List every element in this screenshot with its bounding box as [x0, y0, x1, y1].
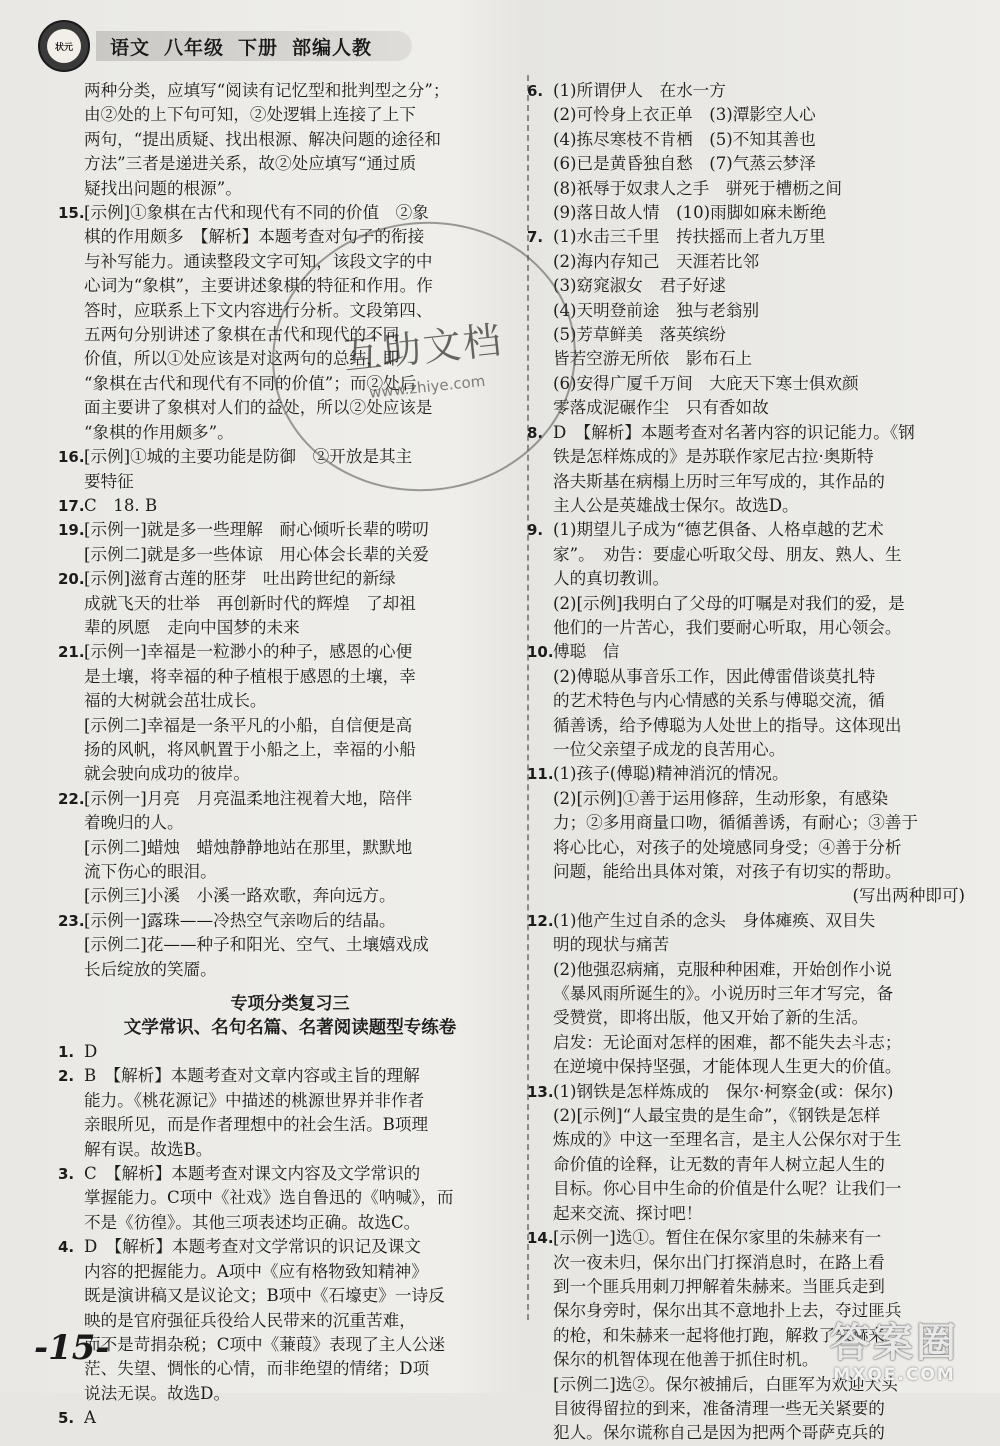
text-line: [示例二]就是多一些体谅 用心体会长辈的关爱 [84, 544, 429, 564]
text-line: (1)期望儿子成为“德艺俱备、人格卓越的艺术 [553, 520, 884, 540]
text-line: 亲眼所见，而是作者理想中的社会生活。B项理 [84, 1115, 429, 1135]
text-line: 面主要讲了象棋对人们的益处，所以②处应该是 [84, 398, 433, 418]
text-line: 的艺术特色与内心情感的关系与傅聪交流，循 [553, 691, 885, 711]
text-line: 到一个匪兵用刺刀押解着朱赫来。当匪兵走到 [553, 1276, 885, 1296]
text-line: [示例二]幸福是一条平凡的小船，自信便是高 [84, 715, 413, 735]
text-line: 一位父亲望子成龙的良苦用心。 [553, 739, 786, 759]
text-line: 说法无误。故选D。 [84, 1383, 231, 1403]
text-line: 方法”三者是递进关系，故②处应填写“通过质 [84, 154, 417, 174]
text-line: 是土壤，将幸福的种子植根于感恩的土壤，幸 [84, 666, 416, 686]
watermark-text: 互助文档 [341, 317, 505, 379]
text-line: 扬的风帆，将风帆置于小船之上，幸福的小船 [84, 739, 416, 759]
answer-s3 [58, 1162, 496, 1235]
text-line: 问题，能给出具体对策，对孩子有切实的帮助。 [553, 862, 902, 881]
text-line: (1)钢铁是怎样炼成的 保尔·柯察金(或：保尔) [553, 1081, 894, 1101]
text-line: 起来交流、探讨吧！ [553, 1203, 703, 1223]
text-line: 命价值的诠释，让无数的青年人树立起人生的 [553, 1154, 885, 1174]
text-line: 既是演讲稿又是议论文；B项中《石壕吏》一诗反 [84, 1286, 445, 1306]
text-line: 长后绽放的笑靥。 [84, 959, 217, 979]
text-line: [示例]滋育古莲的胚芽 吐出跨世纪的新绿 [84, 569, 396, 589]
text-line: (3)窈窕淑女 君子好逑 [553, 276, 726, 296]
text-line: “象棋的作用颇多”。 [84, 422, 234, 442]
question-number: 11. [527, 765, 554, 784]
text-line: 家”。 劝告：要虚心听取父母、朋友、熟人、生 [553, 544, 902, 564]
text-line: 掌握能力。C项中《社戏》选自鲁迅的《呐喊》，而 [84, 1188, 454, 1208]
text-line: (2)[示例]①善于运用修辞，生动形象，有感染 [553, 788, 889, 808]
answer-10 [527, 640, 965, 762]
text-line: 力；②多用商量口吻，循循善诱，有耐心；③善于 [553, 813, 919, 833]
text-line: 而不是苛捐杂税；C项中《蒹葭》表现了主人公迷 [84, 1334, 446, 1354]
text-line: (4)天明登前途 独与老翁别 [553, 300, 760, 320]
text-line: 将心比心，对孩子的处境感同身受；④善于分析 [553, 837, 902, 857]
text-line: (2)傅聪从事音乐工作，因此傅雷借谈莫扎特 [553, 666, 876, 686]
text-line: 犯人。保尔谎称自己是因为把两个哥萨克兵的 [553, 1423, 885, 1443]
text-line: [示例二]花——种子和阳光、空气、土壤嬉戏成 [84, 935, 429, 955]
text-line: 不是《彷徨》。其他三项表述均正确。故选C。 [84, 1212, 421, 1232]
text-line: (1)水击三千里 抟扶摇而上者九万里 [553, 227, 826, 247]
answer-s1 [58, 1040, 496, 1064]
text-line: 茫、失望、惆怅的心情，而非绝望的情绪；D项 [84, 1359, 430, 1379]
text-line: [示例一]幸福是一粒渺小的种子，感恩的心便 [84, 642, 413, 662]
text-line: 循善诱，给予傅聪为人处世上的指导。这体现出 [553, 715, 902, 735]
grade-label: 八年级 [164, 36, 225, 59]
text-line: 次一夜未归，保尔出门打探消息时，在路上看 [553, 1252, 885, 1272]
text-line: 由②处的上下句可知，②处逻辑上连接了上下 [84, 105, 416, 125]
text-line: 主人公是英雄战士保尔。故选D。 [553, 495, 799, 515]
watermark-url: www.zhiye.com [368, 371, 487, 402]
text-line: (2)可怜身上衣正单 (3)潭影空人心 [553, 105, 816, 125]
text-line: 炼成的》中这一至理名言，是主人公保尔对于生 [553, 1130, 902, 1150]
text-line: [示例二]选②。保尔被捕后，白匪军为欢迎大头 [553, 1374, 898, 1394]
text-line: (写出两种即可) [852, 886, 965, 906]
text-line: (5)芳草鲜美 落英缤纷 [553, 325, 726, 345]
header-title-bar [96, 31, 412, 61]
answer-19 [58, 518, 496, 567]
page-number: -15- [34, 1328, 110, 1368]
answer-13 [527, 1080, 965, 1226]
question-number: 23. [58, 911, 85, 930]
text-line: 映的是官府强征兵役给人民带来的沉重苦难， [84, 1310, 416, 1330]
text-line: 福的大树就会茁壮成长。 [84, 691, 267, 711]
text-line: 在逆境中保持坚强，才能体现人生更大的价值。 [553, 1057, 902, 1077]
text-line: 辈的夙愿 走向中国梦的未来 [84, 617, 300, 637]
text-line: 洛夫斯基在病榻上历时三年写成的，其作品的 [553, 471, 885, 491]
text-line: 棋的作用颇多 【解析】本题考查对句子的衔接 [84, 227, 425, 247]
corner-logo-sub: MXQE.COM [833, 1365, 956, 1385]
question-number: 4. [58, 1238, 75, 1257]
logo-text: 状元 [47, 29, 81, 63]
text-line: C 18. B [84, 495, 158, 515]
text-line: (2)海内存知己 天涯若比邻 [553, 251, 760, 271]
text-line: D [84, 1042, 98, 1062]
question-number: 15. [58, 204, 85, 223]
answer-9 [527, 518, 965, 640]
edition-label: 部编人教 [292, 36, 373, 59]
corner-logo-main: 答案圈 [830, 1320, 959, 1366]
text-line: 皆若空游无所依 影布石上 [553, 349, 753, 369]
question-number: 2. [58, 1067, 75, 1086]
answer-14-continued [84, 79, 496, 201]
answer-23 [58, 909, 496, 982]
question-number: 8. [527, 423, 544, 442]
text-line: 就会驶向成功的彼岸。 [84, 764, 250, 784]
question-number: 20. [58, 570, 85, 589]
text-line: C 【解析】本题考查对课文内容及文学常识的 [84, 1164, 421, 1184]
question-number: 12. [527, 911, 554, 930]
page-header [38, 24, 558, 68]
publisher-logo [38, 20, 90, 72]
text-line: 目标。你心目中生命的价值是什么呢？让我们一 [553, 1179, 902, 1199]
text-line: 零落成泥碾作尘 只有香如故 [553, 398, 769, 418]
section-title: 专项分类复习三 [230, 994, 350, 1015]
text-line: 傅聪 信 [553, 642, 620, 662]
answer-7 [527, 225, 965, 420]
text-line: 铁是怎样炼成的》是苏联作家尼古拉·奥斯特 [553, 447, 874, 467]
question-number: 10. [527, 643, 554, 662]
text-line: (6)安得广厦千万间 大庇天下寒士俱欢颜 [553, 373, 859, 393]
question-number: 16. [58, 448, 85, 467]
text-line: [示例一]选①。暂住在保尔家里的朱赫来有一 [553, 1228, 882, 1248]
text-line: 五两句分别讲述了象棋在古代和现代的不同 [84, 325, 400, 345]
question-number: 1. [58, 1043, 75, 1062]
answer-20 [58, 567, 496, 640]
text-line: [示例三]小溪 小溪一路欢歌，奔向远方。 [84, 886, 396, 906]
text-line: 疑找出问题的根源”。 [84, 178, 242, 198]
text-line: [示例一]月亮 月亮温柔地注视着大地，陪伴 [84, 788, 413, 808]
question-number: 7. [527, 228, 544, 247]
answer-s2 [58, 1064, 496, 1162]
text-line: 价值，所以①处应该是对这两句的总结，即 [84, 349, 400, 369]
text-line: [示例一]就是多一些理解 耐心倾听长辈的唠叨 [84, 520, 429, 540]
text-line: 人的真切教训。 [553, 569, 670, 589]
question-number: 21. [58, 643, 85, 662]
text-line: 内容的把握能力。A项中《应有格物致知精神》 [84, 1261, 428, 1281]
volume-label: 下册 [238, 36, 279, 59]
answer-11 [527, 762, 965, 908]
text-line: D 【解析】本题考查对名著内容的识记能力。《钢 [553, 422, 915, 442]
text-line: “象棋在古代和现代有不同的价值”；而②处后 [84, 373, 417, 393]
text-line: 《暴风雨所诞生的》。小说历时三年才写完，备 [553, 984, 894, 1004]
text-line: 的枪，和朱赫来一起将他打跑，解救了朱赫来。 [553, 1325, 902, 1345]
text-line: (2)[示例]我明白了父母的叮嘱是对我们的爱，是 [553, 593, 905, 613]
text-line: (2)他强忍病痛，克服种种困难，开始创作小说 [553, 959, 892, 979]
text-line: 两种分类，应填写“阅读有记忆型和批判型之分”； [84, 81, 450, 100]
text-line: D 【解析】本题考查对文学常识的识记及课文 [84, 1237, 421, 1257]
text-line: (6)已是黄昏独自愁 (7)气蒸云梦泽 [553, 154, 816, 174]
answer-17-18 [58, 494, 496, 518]
answer-22 [58, 787, 496, 909]
question-number: 9. [527, 521, 544, 540]
text-line: (8)祇辱于奴隶人之手 骈死于槽枥之间 [553, 178, 843, 198]
answer-s5 [58, 1406, 496, 1430]
text-line: 明的现状与痛苦 [553, 935, 670, 955]
answer-6 [527, 79, 965, 225]
text-line: (9)落日故人情 (10)雨脚如麻未断绝 [553, 203, 827, 223]
text-line: 着晚归的人。 [84, 813, 184, 833]
answer-21 [58, 640, 496, 786]
text-line: 答时，应联系上下文内容进行分析。文段第四、 [84, 300, 433, 320]
corner-logo [807, 1320, 982, 1386]
text-line: 启发：无论面对怎样的困难，都不能失去斗志； [553, 1032, 902, 1052]
text-line: 两句，“提出质疑、找出根源、解决问题的途径和 [84, 129, 441, 149]
text-line: 保尔的机智体现在他善于抓住时机。 [553, 1350, 819, 1370]
right-column [527, 79, 965, 1446]
answer-12 [527, 909, 965, 1080]
text-line: 保尔身旁时，保尔出其不意地扑上去，夺过匪兵 [553, 1301, 902, 1321]
question-number: 14. [527, 1229, 554, 1248]
text-line: 他们的一片苦心，我们要耐心听取，用心领会。 [553, 617, 902, 637]
question-number: 19. [58, 521, 85, 540]
question-number: 6. [527, 82, 544, 100]
question-number: 22. [58, 789, 85, 808]
answer-8 [527, 421, 965, 519]
question-number: 17. [58, 496, 85, 515]
text-line: 能力。《桃花源记》中描述的桃源世界并非作者 [84, 1090, 425, 1110]
text-line: (1)所谓伊人 在水一方 [553, 81, 726, 100]
text-line: 与补写能力。通读整段文字可知，该段文字的中 [84, 251, 433, 271]
text-line: 心词为“象棋”，主要讲述象棋的特征和作用。作 [84, 276, 433, 296]
text-line: 要特征 [84, 471, 134, 491]
text-line: [示例]①城的主要功能是防御 ②开放是其主 [84, 447, 413, 467]
text-line: A [84, 1408, 96, 1428]
text-line: (2)[示例]“人最宝贵的是生命”，《钢铁是怎样 [553, 1106, 881, 1126]
question-number: 5. [58, 1409, 75, 1428]
text-line: (1)他产生过自杀的念头 身体瘫痪、双目失 [553, 910, 876, 930]
text-line: 受赞赏，即将出版，他又开始了新的生活。 [553, 1008, 869, 1028]
text-line: [示例二]蜡烛 蜡烛静静地站在那里，默默地 [84, 837, 413, 857]
text-line: (1)孩子(傅聪)精神消沉的情况。 [553, 764, 789, 784]
text-line: (4)拣尽寒枝不肯栖 (5)不知其善也 [553, 129, 816, 149]
text-line: B 【解析】本题考查对文章内容或主旨的理解 [84, 1066, 420, 1086]
text-line: 解有误。故选B。 [84, 1139, 213, 1159]
section-subtitle: 文学常识、名句名篇、名著阅读题型专练卷 [123, 1018, 457, 1039]
text-line: [示例一]露珠——冷热空气亲吻后的结晶。 [84, 910, 396, 930]
subject-label: 语文 [110, 36, 151, 59]
text-line: 成就飞天的壮举 再创新时代的辉煌 了却祖 [84, 593, 416, 613]
question-number: 3. [58, 1165, 75, 1184]
question-number: 13. [527, 1082, 554, 1101]
text-line: [示例]①象棋在古代和现代有不同的价值 ②象 [84, 203, 429, 223]
text-line: 目彼得留拉的到来，准备清理一些无关紧要的 [553, 1398, 885, 1418]
text-line: 流下伤心的眼泪。 [84, 862, 217, 881]
